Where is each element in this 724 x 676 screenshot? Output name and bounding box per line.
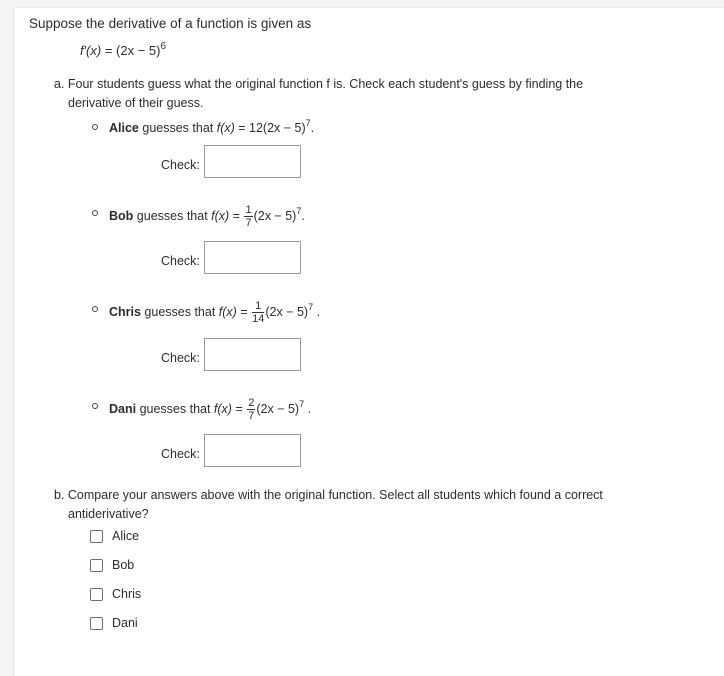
dani-guess: Dani guesses that f(x) = $\frac{2}{7}$ $(2x - 5)^7$ . <box>109 397 312 422</box>
checkbox-chris[interactable] <box>90 588 103 601</box>
bob-check-input[interactable] <box>204 241 301 274</box>
bob-check-label: Check: <box>161 254 200 268</box>
part-a-prompt: a. Four students guess what the original function f is. Check each student's guess by finding the derivative of their guess. <box>54 77 584 110</box>
chris-guess: Chris guesses that f(x) = $\frac{1}{14}$ $(2x - 5)^7$ . <box>109 300 321 325</box>
part-b-prompt: b. Compare your answers above with the original function. Select all students which found a correct antiderivative? <box>54 488 603 521</box>
alice-guess: Alice guesses that $f(x) = 12(2x - 5)^7$. <box>109 118 315 135</box>
alice-check-label: Check: <box>161 158 200 172</box>
question-panel: Suppose the derivative of a function is given as $f'(x) = (2x - 5)^6$ a. Four students guess what the original function f is. Check each student's guess by finding the derivative of their guess. Alice guesses that $f(x) = 12(2x - 5)^7$. Check: Bob guesses that f(x) = $\frac{1}{7}$ $(2x - 5)^7$. Check: Chris guesses that f(x) = $\frac{1}{14}$ $(2x - 5)^7$ . Check: Dani guesses that f(x) = $\frac{2}{7}$ $(2x - 5)^7$ . Check: b. Compare your answers above with the original function. Select all students which found a correct antiderivative? Alice Bob Chris Dani <box>13 7 724 676</box>
dani-check-input[interactable] <box>204 434 301 467</box>
checkbox-dani[interactable] <box>90 617 103 630</box>
bob-fraction: $\frac{1}{7}$ <box>245 204 252 229</box>
checkbox-alice[interactable] <box>90 530 103 543</box>
chris-check-label: Check: <box>161 351 200 365</box>
alice-check-input[interactable] <box>204 145 301 178</box>
intro-text: Suppose the derivative of a function is given as <box>29 16 312 31</box>
chris-fraction: $\frac{1}{14}$ <box>252 300 265 325</box>
given-derivative: $f'(x) = (2x - 5)^6$ <box>80 41 167 58</box>
checkbox-bob[interactable] <box>90 559 103 572</box>
chris-check-input[interactable] <box>204 338 301 371</box>
dani-fraction: $\frac{2}{7}$ <box>248 397 255 422</box>
dani-check-label: Check: <box>161 447 200 461</box>
bob-guess: Bob guesses that f(x) = $\frac{1}{7}$ $(2x - 5)^7$. <box>109 204 305 229</box>
